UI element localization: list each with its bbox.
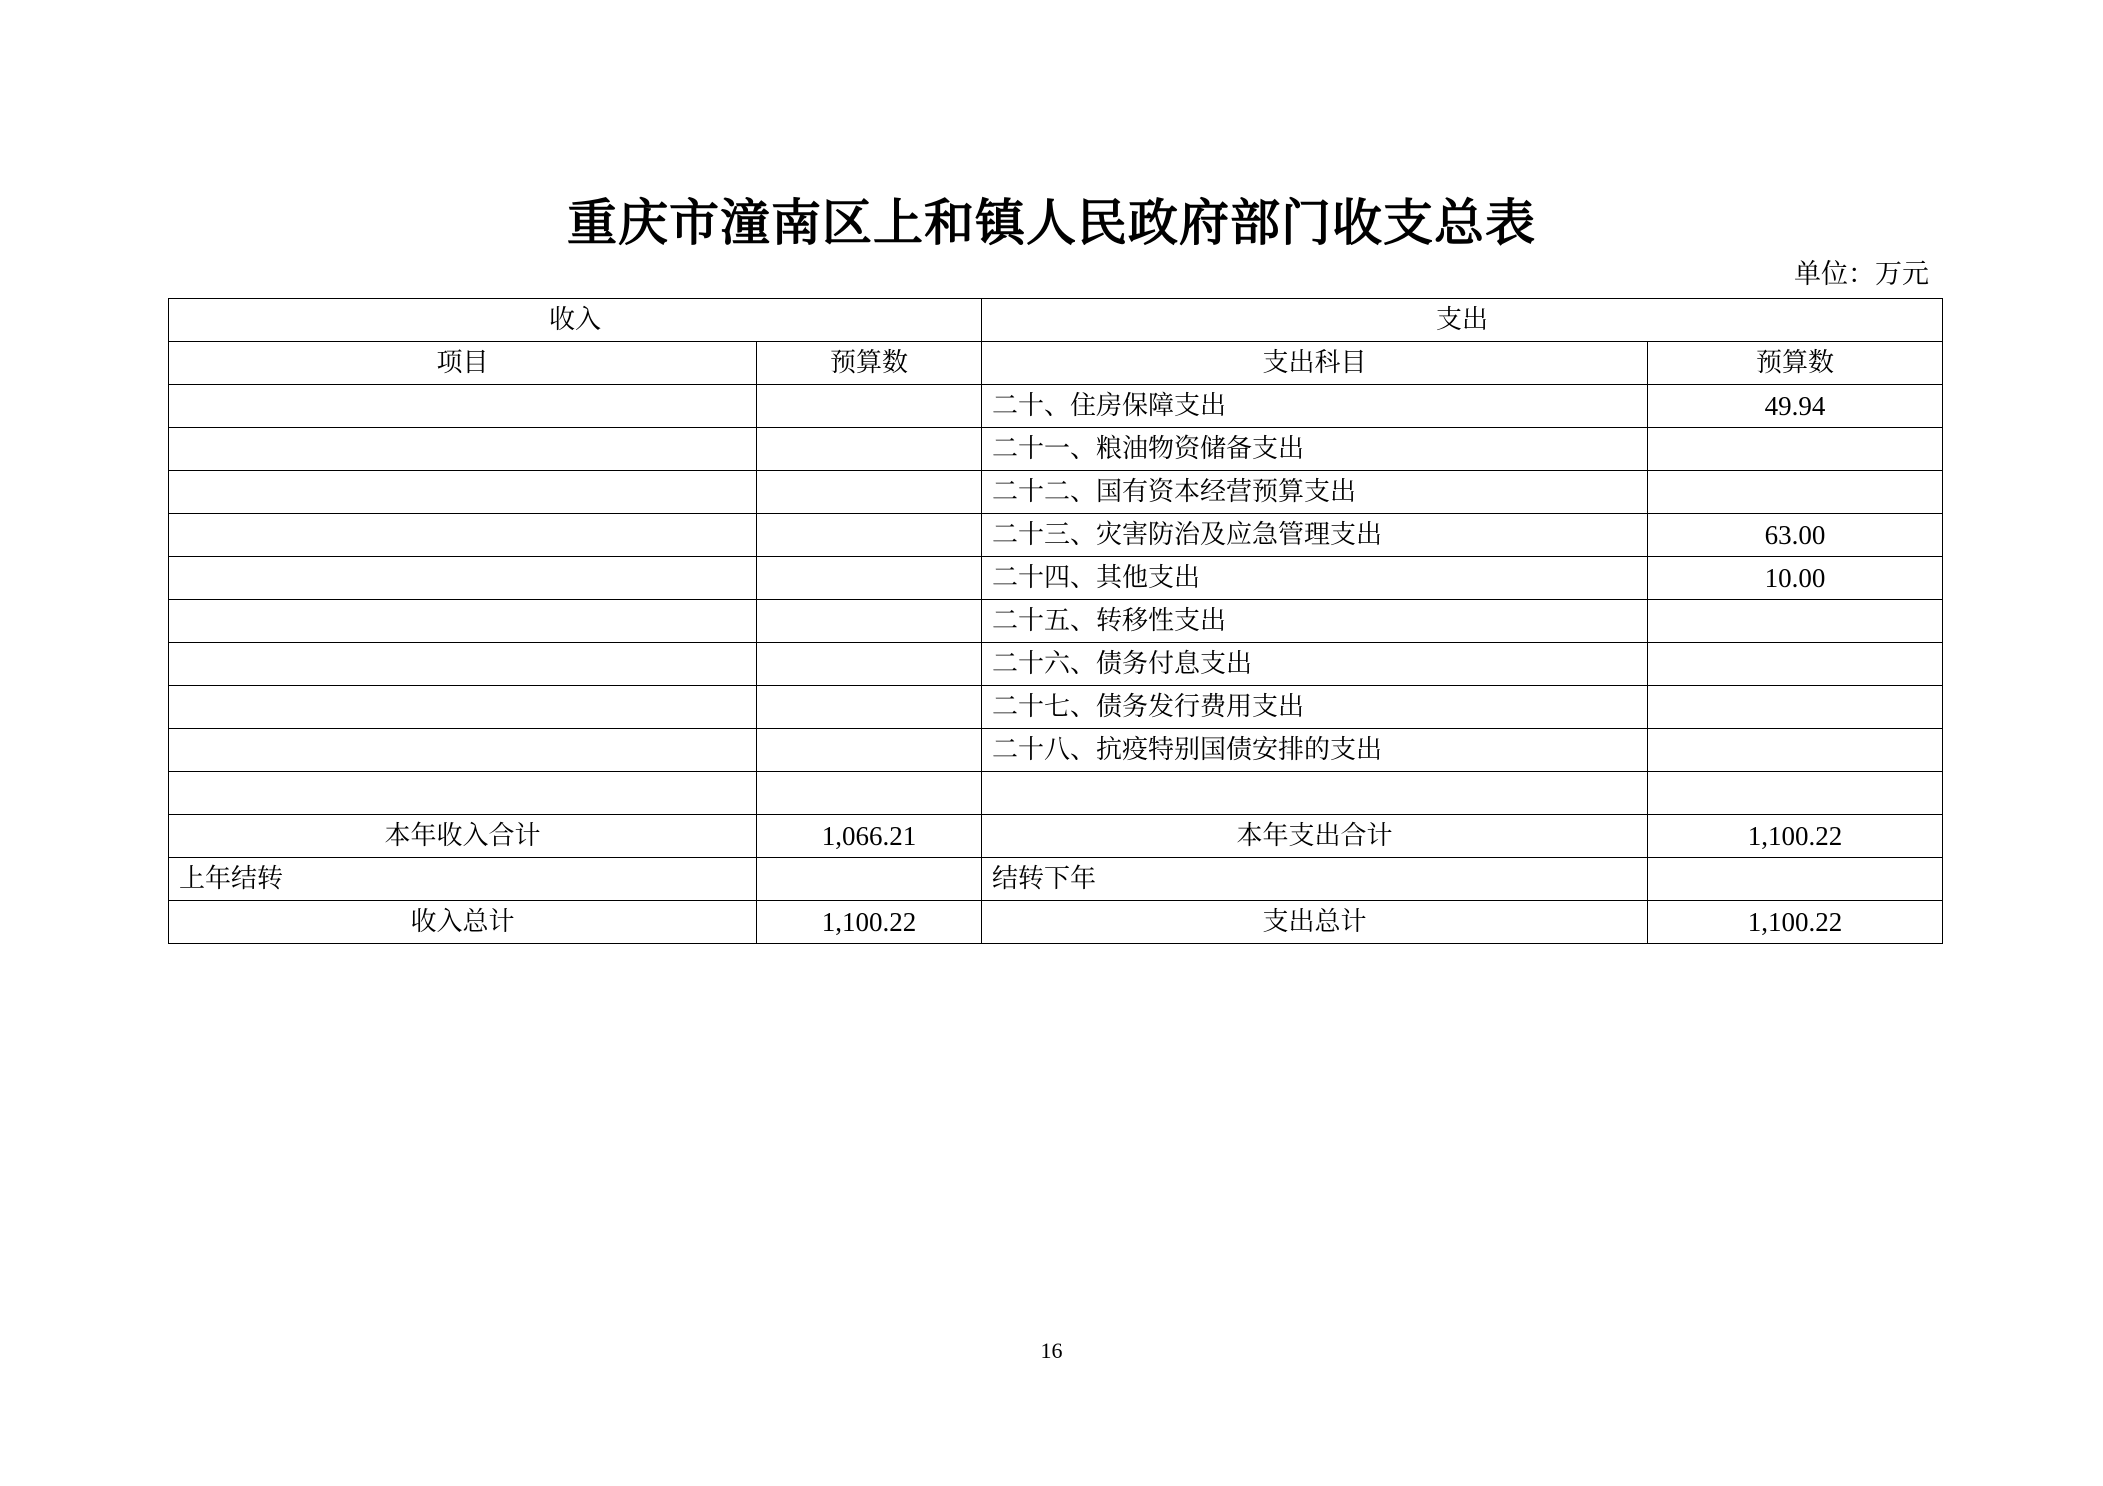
income-item-header: 项目 [169,342,757,385]
year-income-label: 本年收入合计 [169,815,757,858]
carry-in-value [757,858,982,901]
expense-budget-header: 预算数 [1648,342,1943,385]
table-row [169,471,1943,514]
table-row [169,643,1943,686]
expense-value-cell: 10.00 [1648,557,1943,600]
carry-out-value [1648,858,1943,901]
income-item-cell [169,772,757,815]
income-value-cell [757,729,982,772]
income-total-value: 1,100.22 [757,901,982,944]
expense-item-header: 支出科目 [982,342,1648,385]
income-item-cell [169,600,757,643]
expense-value-cell [1648,428,1943,471]
income-value-cell [757,600,982,643]
expense-item-cell: 二十四、其他支出 [982,557,1648,600]
expense-value-cell [1648,643,1943,686]
income-item-cell [169,729,757,772]
column-header-row [169,342,1943,385]
expense-item-cell: 二十六、债务付息支出 [982,643,1648,686]
income-value-cell [757,471,982,514]
expense-item-cell: 二十、住房保障支出 [982,385,1648,428]
income-item-cell [169,643,757,686]
year-expense-value: 1,100.22 [1648,815,1943,858]
income-value-cell [757,514,982,557]
expense-item-cell: 二十八、抗疫特别国债安排的支出 [982,729,1648,772]
carry-out-label: 结转下年 [982,858,1648,901]
expense-group-header: 支出 [982,299,1943,342]
page-number: 16 [1040,1338,1063,1363]
income-item-cell [169,385,757,428]
year-income-value: 1,066.21 [757,815,982,858]
expense-total-value: 1,100.22 [1648,901,1943,944]
table-row [169,514,1943,557]
income-group-header: 收入 [169,299,982,342]
income-item-cell [169,471,757,514]
expense-item-cell [982,772,1648,815]
table-row [169,600,1943,643]
table-row [169,686,1943,729]
expense-item-cell: 二十七、债务发行费用支出 [982,686,1648,729]
income-budget-header: 预算数 [757,342,982,385]
expense-value-cell: 49.94 [1648,385,1943,428]
carry-in-label: 上年结转 [169,858,757,901]
income-item-cell [169,514,757,557]
budget-table [168,298,1943,944]
table-row [169,772,1943,815]
income-total-label: 收入总计 [169,901,757,944]
unit-label: 单位：万元 [1794,259,1929,290]
income-value-cell [757,385,982,428]
income-item-cell [169,428,757,471]
income-value-cell [757,428,982,471]
expense-value-cell: 63.00 [1648,514,1943,557]
income-value-cell [757,643,982,686]
grand-total-row [169,901,1943,944]
income-item-cell [169,686,757,729]
expense-item-cell: 二十五、转移性支出 [982,600,1648,643]
table-row [169,557,1943,600]
table-body [169,299,1943,944]
page-title: 重庆市潼南区上和镇人民政府部门收支总表 [567,193,1536,252]
table-row [169,428,1943,471]
expense-value-cell [1648,772,1943,815]
group-header-row [169,299,1943,342]
expense-value-cell [1648,471,1943,514]
income-value-cell [757,686,982,729]
expense-value-cell [1648,686,1943,729]
expense-item-cell: 二十三、灾害防治及应急管理支出 [982,514,1648,557]
income-item-cell [169,557,757,600]
expense-value-cell [1648,600,1943,643]
carry-row [169,858,1943,901]
income-value-cell [757,557,982,600]
expense-item-cell: 二十二、国有资本经营预算支出 [982,471,1648,514]
expense-item-cell: 二十一、粮油物资储备支出 [982,428,1648,471]
year-expense-label: 本年支出合计 [982,815,1648,858]
income-value-cell [757,772,982,815]
expense-total-label: 支出总计 [982,901,1648,944]
table-row [169,385,1943,428]
year-total-row [169,815,1943,858]
table-row [169,729,1943,772]
expense-value-cell [1648,729,1943,772]
